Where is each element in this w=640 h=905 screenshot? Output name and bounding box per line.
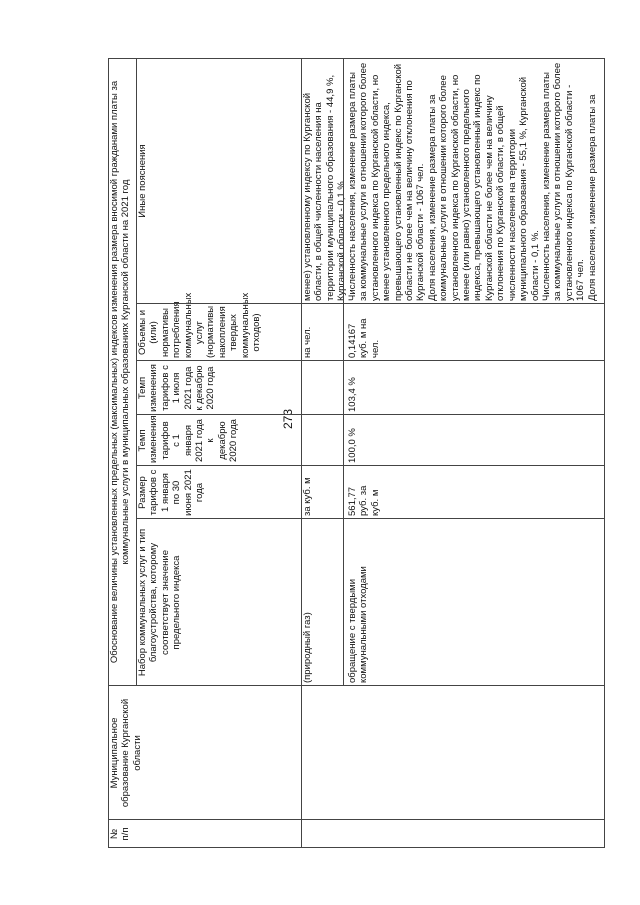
header-group-title: Обоснование величины установленных предельных (максимальных) индексов изменения размера вносимой гражданами платы за коммунальные услуги в муниципальных образованиях Курганской области на 2021 год — [109, 80, 132, 664]
table-border-left — [108, 847, 605, 848]
row2-tariff: 561,77 руб. за куб. м — [347, 485, 381, 516]
rotated-table-wrapper — [108, 58, 605, 848]
header-tariff: Размер тарифов с 1 января по 30 июня 2021 года — [137, 469, 206, 516]
column-divider — [136, 360, 605, 361]
row1-volume: на чел. — [302, 326, 313, 358]
row1-tariff: за куб. м — [302, 477, 313, 516]
row2-rate-july: 103,4 % — [347, 377, 358, 412]
header-notes: Иные пояснения — [137, 144, 148, 218]
table — [108, 58, 605, 848]
header-bottom-line — [301, 58, 302, 848]
row2-volume: 0,14167 куб. м на чел. — [347, 318, 381, 358]
column-divider — [136, 465, 605, 466]
column-divider — [136, 518, 605, 519]
row1-service-set: (природный газ) — [302, 612, 313, 683]
table-border-top — [108, 58, 109, 848]
table-border-right — [108, 58, 605, 59]
header-municipality: Муниципальное образование Курганской области — [109, 698, 143, 808]
header-group-divider — [136, 58, 137, 686]
row2-service-set: обращение с твердыми коммунальными отходами — [347, 566, 370, 683]
page-number: 273 — [281, 408, 295, 430]
header-number: № п/п — [109, 827, 132, 841]
row1-notes: менее) установленному индексу по Курганской области, в общей численности населения на территории муниципального образования - 44,9 %, Курганской области - 0,1 %. — [302, 74, 348, 301]
row1-rate-july — [301, 361, 343, 415]
header-service-set: Набор коммунальных услуг и тип благоустройства, которому соответствует значение предельного индекса — [137, 528, 183, 677]
column-divider — [136, 303, 605, 304]
row1-rate-january — [301, 415, 343, 466]
header-volume: Объемы и (или) нормативы потребления коммунальных услуг (нормативы накопления твердых коммунальных отходов) — [137, 292, 263, 358]
table-border-bottom — [604, 58, 605, 848]
row2-rate-january: 100,0 % — [347, 428, 358, 463]
header-rate-january: Темп изменения тарифов с 1 января 2021 года к декабрю 2020 года — [137, 415, 240, 463]
column-divider — [108, 685, 605, 686]
header-rate-july: Темп изменения тарифов с 1 июля 2021 года к декабрю 2020 года — [137, 364, 217, 412]
row-divider — [343, 58, 344, 686]
column-divider — [136, 414, 605, 415]
row2-notes: Численность населения, изменение размера платы за коммунальные услуги в отношении которого более установленного индекса по Курганской области, но менее установленного предельного индекса, превышающего установленный индекс по Курганской области не более чем на величину отклонения по Курганской области - 1067 чел. Доля населения, изменение размера платы за коммунальные услуги в отношении которого более установленного индекса по Курганской области, но менее (или равно) установленного предельного индекса, превышающего установленный индекс по Курганской области не более чем на величину отклонения по Курганской области, в общей численности населения на территории муниципального образования - 55,1 %, Курганской области - 0,1 %. Численность населения, изменение размера платы за коммунальные услуги в отношении которого более установленного индекса по Курганской области - 1067 чел. Доля населения, изменение размера платы за — [347, 62, 598, 301]
column-divider — [108, 819, 605, 820]
